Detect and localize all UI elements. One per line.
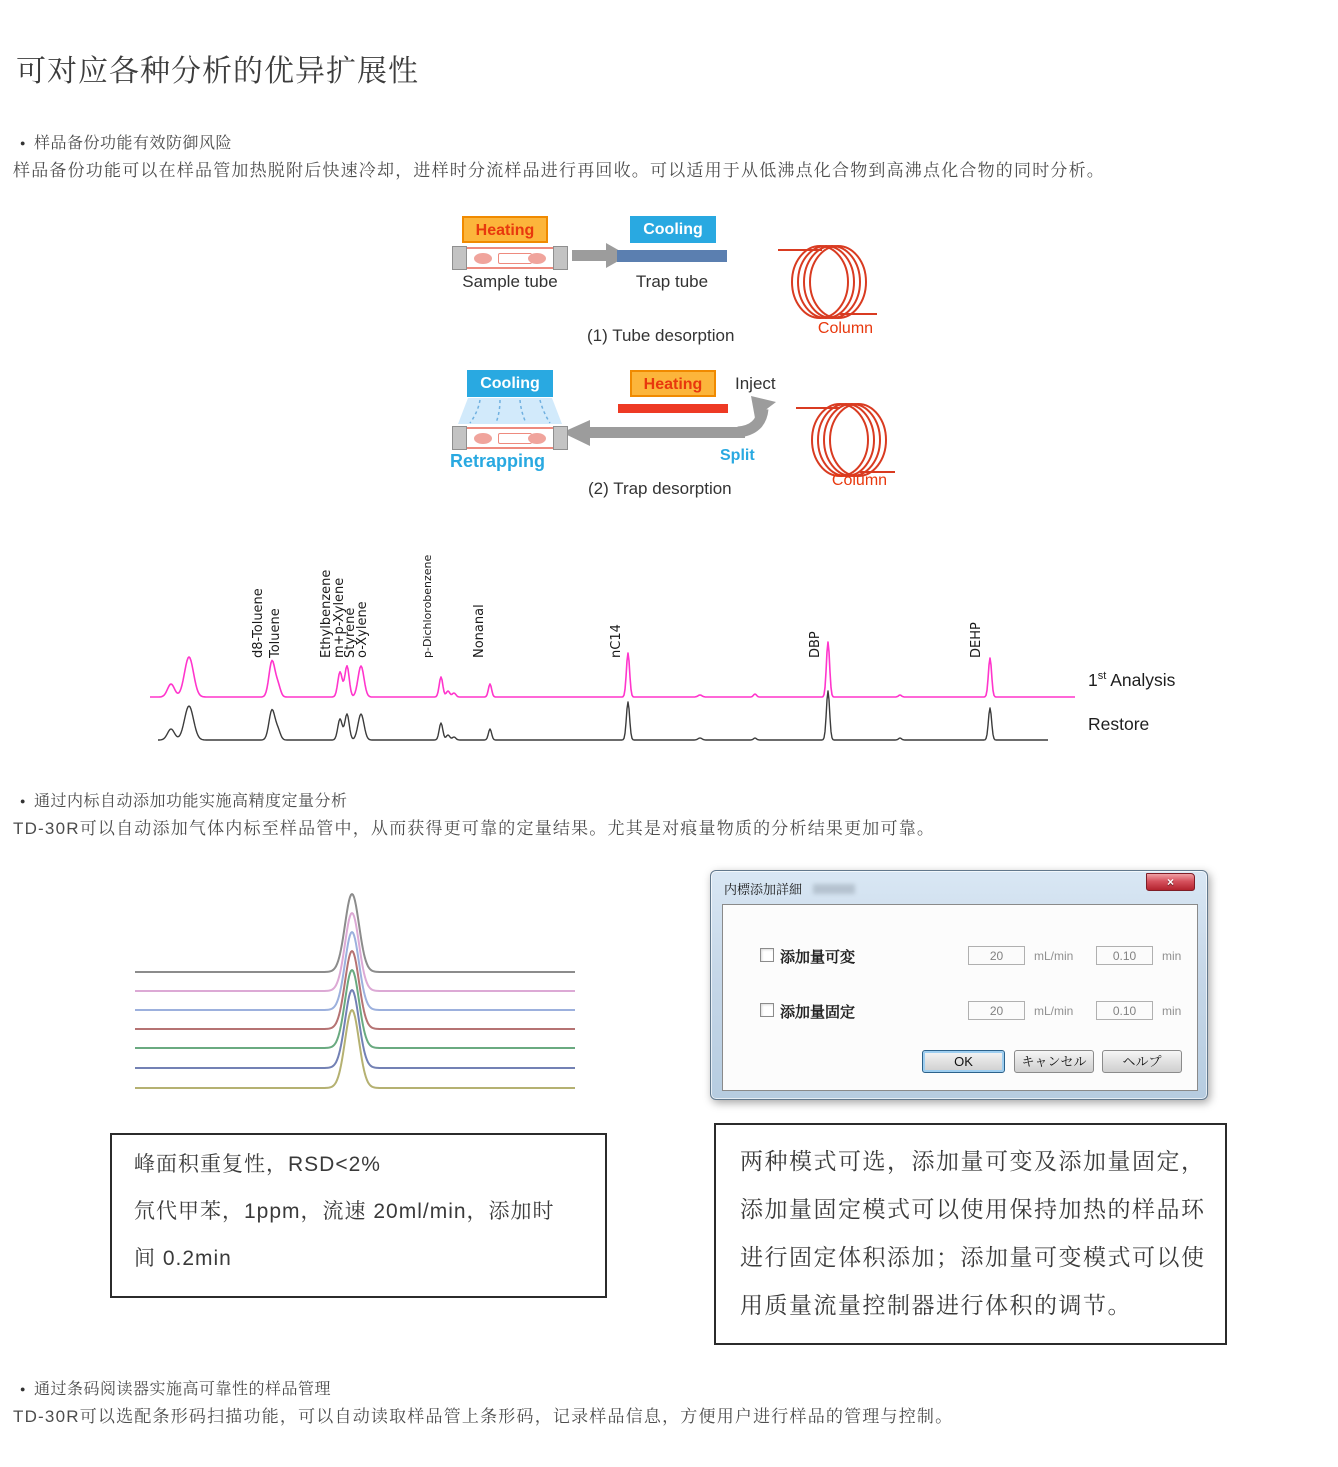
tube-window [498,433,532,444]
note-line: 进行固定体积添加；添加量可变模式可以使 [740,1244,1206,1270]
cooling-air-icon [458,398,562,424]
trap-tube-label: Trap tube [635,272,709,291]
dialog-title: 内標添加詳細 [724,882,803,897]
trace [158,691,1048,740]
sorbent-bed [528,253,546,264]
tube-body [464,427,556,449]
peak-label: p-Dichlorobenzene [421,554,434,658]
retrapping-label: Retrapping [450,451,546,471]
mode-description-box [714,1123,1227,1345]
note-line: 峰面积重复性，RSD<2% [134,1153,381,1176]
heated-trap-bar [618,404,728,413]
time-field[interactable] [1096,946,1153,965]
heating-label-box: Heating [462,216,548,243]
column-coil-icon [778,246,877,318]
dialog-body [722,904,1198,1091]
tube-cap [553,246,568,270]
sample-tube-graphic [452,245,568,271]
section-heading-internal-standard [20,788,347,811]
tube-cap [452,426,467,450]
flow-rate-field[interactable] [968,946,1025,965]
section-heading-text: 样品备份功能有效防御风险 [33,135,232,152]
repeatability-note-box [110,1133,607,1298]
note-line: 用质量流量控制器进行体积的调节。 [740,1292,1132,1318]
peak-overlay-chart [105,860,625,1105]
chromatogram [140,530,1210,765]
section-body-internal-standard: TD-30R可以自动添加气体内标至样品管中，从而获得更可靠的定量结果。尤其是对痕量物质的分析结果更加可靠。 [13,819,936,838]
peak-label: nC14 [609,624,624,658]
checkbox-variable-amount[interactable] [760,948,774,962]
bullet-icon: ● [20,796,26,806]
page-title: 可对应各种分析的优异扩展性 [16,55,419,88]
peak-label: DBP [808,631,823,658]
section-heading-text: 通过条码阅读器实施高可靠性的样品管理 [33,1381,331,1398]
time-unit-label: min [1162,1004,1182,1018]
inject-label: Inject [735,374,776,393]
sorbent-bed [474,433,492,444]
heating-label-box: Heating [630,370,716,397]
tube-cap [553,426,568,450]
bullet-icon: ● [20,1384,26,1394]
cooling-label-box: Cooling [467,370,553,397]
peak-label: o-Xylene [355,601,370,658]
checkbox-label-fixed: 添加量固定 [780,1004,856,1021]
note-line: 氘代甲苯，1ppm，流速 20ml/min，添加时 [134,1200,555,1223]
peak-label: d8-Toluene [251,588,266,658]
trace-name-text: 1 [1088,670,1098,690]
peak-label: DEHP [969,622,984,658]
trace-name-restore: Restore [1088,714,1150,734]
ok-button[interactable]: OK [922,1050,1005,1073]
sample-tube-label: Sample tube [462,272,558,291]
trace-name-analysis [1088,670,1175,691]
section-heading-barcode [20,1376,331,1399]
blurred-text-artifact [813,884,855,894]
flow-rate-field[interactable] [968,1001,1025,1020]
note-line: 添加量固定模式可以使用保持加热的样品环 [740,1196,1206,1222]
checkbox-fixed-amount[interactable] [760,1003,774,1017]
step1-caption: (1) Tube desorption [587,326,735,345]
peak-overlay-traces [105,860,625,1105]
close-icon[interactable]: × [1146,873,1195,891]
section-heading-backup [20,130,232,153]
sample-tube-graphic [452,425,568,451]
column-label: Column [817,320,874,337]
time-field[interactable] [1096,1001,1153,1020]
trace-name-sup: st [1097,670,1107,683]
peak-label: Ethylbenzene [319,569,334,658]
column-coil-icon [796,404,895,476]
trace-name-text: Analysis [1106,670,1176,690]
arrow-left-icon [562,420,745,446]
cancel-button[interactable]: キャンセル [1014,1050,1094,1073]
section-body-barcode: TD-30R可以选配条形码扫描功能，可以自动读取样品管上条形码，记录样品信息，方便用户进行样品的管理与控制。 [13,1407,954,1426]
bullet-icon: ● [20,138,26,148]
checkbox-label-variable: 添加量可変 [780,949,856,966]
tube-window [498,253,532,264]
section-body-backup: 样品备份功能可以在样品管加热脱附后快速冷却，进样时分流样品进行再回收。可以适用于从低沸点化合物到高沸点化合物的同时分析。 [13,161,1105,180]
help-button[interactable]: ヘルプ [1102,1050,1182,1073]
column-label: Column [831,472,888,489]
peak-label: m+p-Xylene [332,577,347,658]
trap-tube-bar [617,250,727,262]
peak-label: Styrene [343,607,358,658]
internal-standard-dialog [710,870,1208,1100]
cooling-label-box: Cooling [630,216,716,243]
sorbent-bed [528,433,546,444]
note-line: 两种模式可选，添加量可变及添加量固定， [740,1148,1206,1174]
time-unit-label: min [1162,949,1182,963]
peak-label: Nonanal [472,604,487,658]
note-line: 间 0.2min [134,1247,232,1270]
tube-cap [452,246,467,270]
tube-body [464,247,556,269]
step2-caption: (2) Trap desorption [588,479,732,498]
chromatogram-traces [140,530,1210,765]
split-label: Split [720,447,755,464]
peak-label: Toluene [268,608,283,658]
flow-unit-label: mL/min [1034,949,1074,963]
sorbent-bed [474,253,492,264]
section-heading-text: 通过内标自动添加功能实施高精度定量分析 [33,793,348,810]
flow-unit-label: mL/min [1034,1004,1074,1018]
